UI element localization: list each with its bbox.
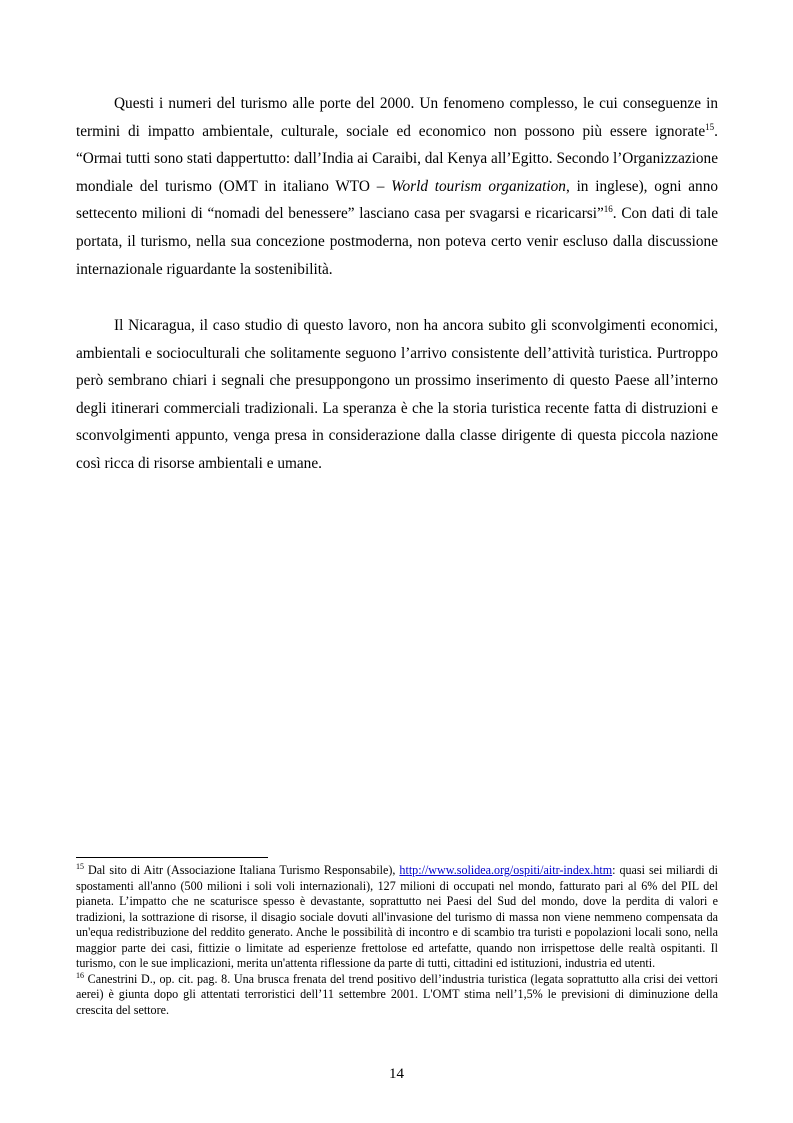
paragraph-1-sentence-4: . Con dati di tale portata, il turismo, nella sua concezione postmoderna, non poteva certo venir escluso dalla discussione internazionale riguardante la sostenibilità. [76, 205, 718, 278]
footnote-15-number: 15 [76, 861, 84, 871]
paragraph-2 [76, 312, 718, 478]
paragraph-1-sentence-3: , in inglese), ogni anno settecento milioni di “nomadi del benessere” lasciano casa per svagarsi e ricaricarsi” [76, 177, 718, 223]
footnote-separator [76, 857, 268, 858]
paragraph-2-text: Il Nicaragua, il caso studio di questo lavoro, non ha ancora subito gli sconvolgimenti economici, ambientali e socioculturali che solitamente seguono l’arrivo consistente dell’attività turistica. Purtroppo però sembrano chiari i segnali che presuppongono un prossimo inserimento di questo Paese all’interno degli itinerari commerciali tradizionali. La speranza è che la storia turistica recente fatta di distruzioni e sconvolgimenti appunto, venga presa in considerazione dalla classe dirigente di questa piccola nazione così ricca di risorse ambientali e umane. [76, 317, 718, 472]
footnote-ref-16[interactable]: 16 [603, 204, 613, 215]
footnote-15 [76, 863, 718, 972]
paragraph-1-text [76, 90, 718, 283]
footnote-ref-15[interactable]: 15 [705, 121, 715, 132]
footnote-16-body: Canestrini D., op. cit. pag. 8. Una brusca frenata del trend positivo dell’industria turistica (legata soprattutto alla crisi dei vettori aerei) è giunta dopo gli attentati terroristici dell’11 settembre 2001. L'OMT stima nell’1,5% le previsioni di diminuzione della crescita del settore. [76, 971, 718, 1017]
footnotes [76, 863, 718, 1018]
paragraph-1 [76, 90, 718, 283]
footnote-16 [76, 972, 718, 1019]
paragraph-1-italic: World tourism organization [391, 177, 566, 195]
paragraph-1-sentence-1: Questi i numeri del turismo alle porte del 2000. Un fenomeno complesso, le cui conseguenze in termini di impatto ambientale, culturale, sociale ed economico non possono più essere ignorate [76, 95, 718, 140]
footnote-15-intro: Dal sito di Aitr (Associazione Italiana Turismo Responsabile), [84, 863, 400, 877]
page-number: 14 [389, 1066, 404, 1082]
footnote-16-number: 16 [76, 970, 84, 980]
footnote-15-link[interactable]: http://www.solidea.org/ospiti/aitr-index.htm [399, 863, 613, 877]
footnote-15-body: : quasi sei miliardi di spostamenti all'anno (500 milioni i soli voli internazionali), 127 milioni di occupati nel mondo, fatturato pari al 6% del PIL del pianeta. L’impatto che ne scaturisce spesso è devastante, soprattutto nei Paesi del Sud del mondo, dove la perdita di valori e tradizioni, la sottrazione di risorse, il disagio sociale dovuti all'invasione del turismo di massa non viene nemmeno compensata da un'equa redistribuzione del reddito generato. Anche le possibilità di incontro e di scambio tra turisti e popolazioni locali sono, nella maggior parte dei casi, fittizie o limitate ad esperienze frettolose ed artefatte, quando non irrispettose delle realtà ospitanti. Il turismo, con le sue implicazioni, merita un'attenta riflessione da parte di tutti, cittadini ed istituzioni, industria ed utenti. [76, 863, 718, 970]
paragraph-1-sentence-2: . “Ormai tutti sono stati dappertutto: dall’India ai Caraibi, dal Kenya all’Egitto. Secondo l’Organizzazione mondiale del turismo (OMT in italiano WTO – [76, 122, 718, 195]
